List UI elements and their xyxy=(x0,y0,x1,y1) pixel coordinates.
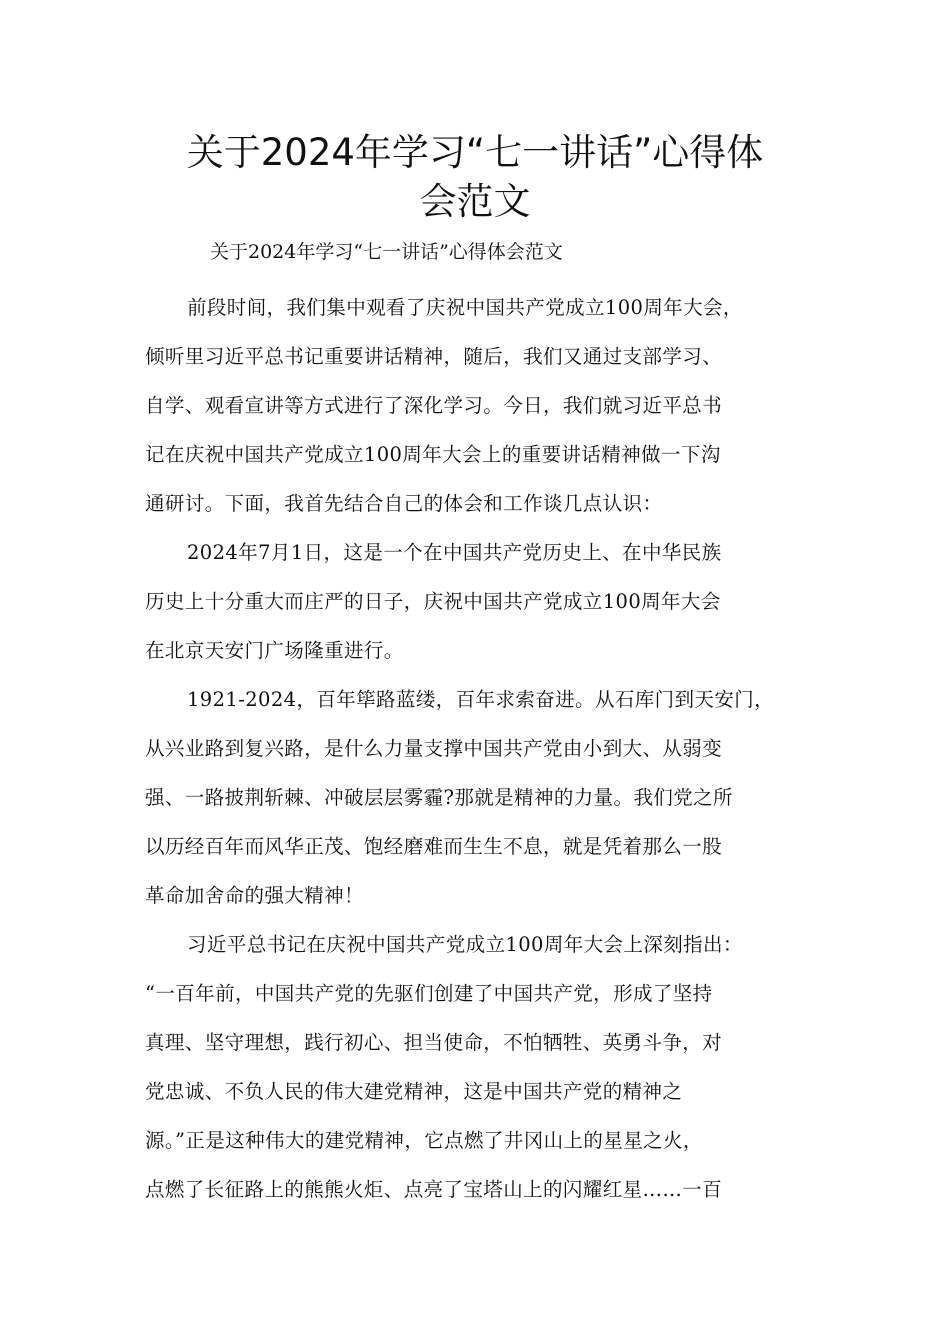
paragraph-line: 自学、观看宣讲等方式进行了深化学习。今日，我们就习近平总书 xyxy=(145,394,723,417)
paragraph-line: 以历经百年而风华正茂、饱经磨难而生生不息，就是凭着那么一股 xyxy=(145,835,723,858)
paragraph-line: 习近平总书记在庆祝中国共产党成立100周年大会上深刻指出： xyxy=(187,933,743,956)
paragraph-line: 从兴业路到复兴路，是什么力量支撑中国共产党由小到大、从弱变 xyxy=(145,737,723,760)
paragraph-line: 2024年7月1日，这是一个在中国共产党历史上、在中华民族 xyxy=(187,541,722,564)
paragraph-line: 通研讨。下面，我首先结合自己的体会和工作谈几点认识： xyxy=(145,492,663,515)
document-title xyxy=(140,128,810,226)
title-line-2: 会范文 xyxy=(419,180,531,223)
paragraph-3 xyxy=(145,675,835,920)
document-body xyxy=(145,283,835,1214)
paragraph-2 xyxy=(145,528,835,675)
paragraph-line: 点燃了长征路上的熊熊火炬、点亮了宝塔山上的闪耀红星……一百 xyxy=(145,1178,723,1201)
paragraph-line: “一百年前，中国共产党的先驱们创建了中国共产党，形成了坚持 xyxy=(145,982,713,1005)
paragraph-line: 倾听里习近平总书记重要讲话精神，随后，我们又通过支部学习、 xyxy=(145,345,723,368)
paragraph-1 xyxy=(145,283,835,528)
paragraph-line: 真理、坚守理想，践行初心、担当使命，不怕牺牲、英勇斗争，对 xyxy=(145,1031,723,1054)
paragraph-line: 前段时间，我们集中观看了庆祝中国共产党成立100周年大会， xyxy=(187,296,743,319)
paragraph-line: 在北京天安门广场隆重进行。 xyxy=(145,639,404,662)
title-line-1: 关于2024年学习“七一讲话”心得体 xyxy=(186,131,764,174)
paragraph-line: 源。”正是这种伟大的建党精神，它点燃了井冈山上的星星之火， xyxy=(145,1129,703,1152)
paragraph-line: 革命加舍命的强大精神！ xyxy=(145,884,364,907)
paragraph-line: 强、一路披荆斩棘、冲破层层雾霾?那就是精神的力量。我们党之所 xyxy=(145,786,733,809)
paragraph-line: 党忠诚、不负人民的伟大建党精神，这是中国共产党的精神之 xyxy=(145,1080,683,1103)
paragraph-line: 历史上十分重大而庄严的日子，庆祝中国共产党成立100周年大会 xyxy=(145,590,721,613)
paragraph-line: 记在庆祝中国共产党成立100周年大会上的重要讲话精神做一下沟 xyxy=(145,443,721,466)
document-subtitle: 关于2024年学习“七一讲话”心得体会范文 xyxy=(210,241,563,263)
paragraph-line: 1921-2024，百年筚路蓝缕，百年求索奋进。从石库门到天安门， xyxy=(187,688,775,711)
paragraph-4 xyxy=(145,920,835,1214)
